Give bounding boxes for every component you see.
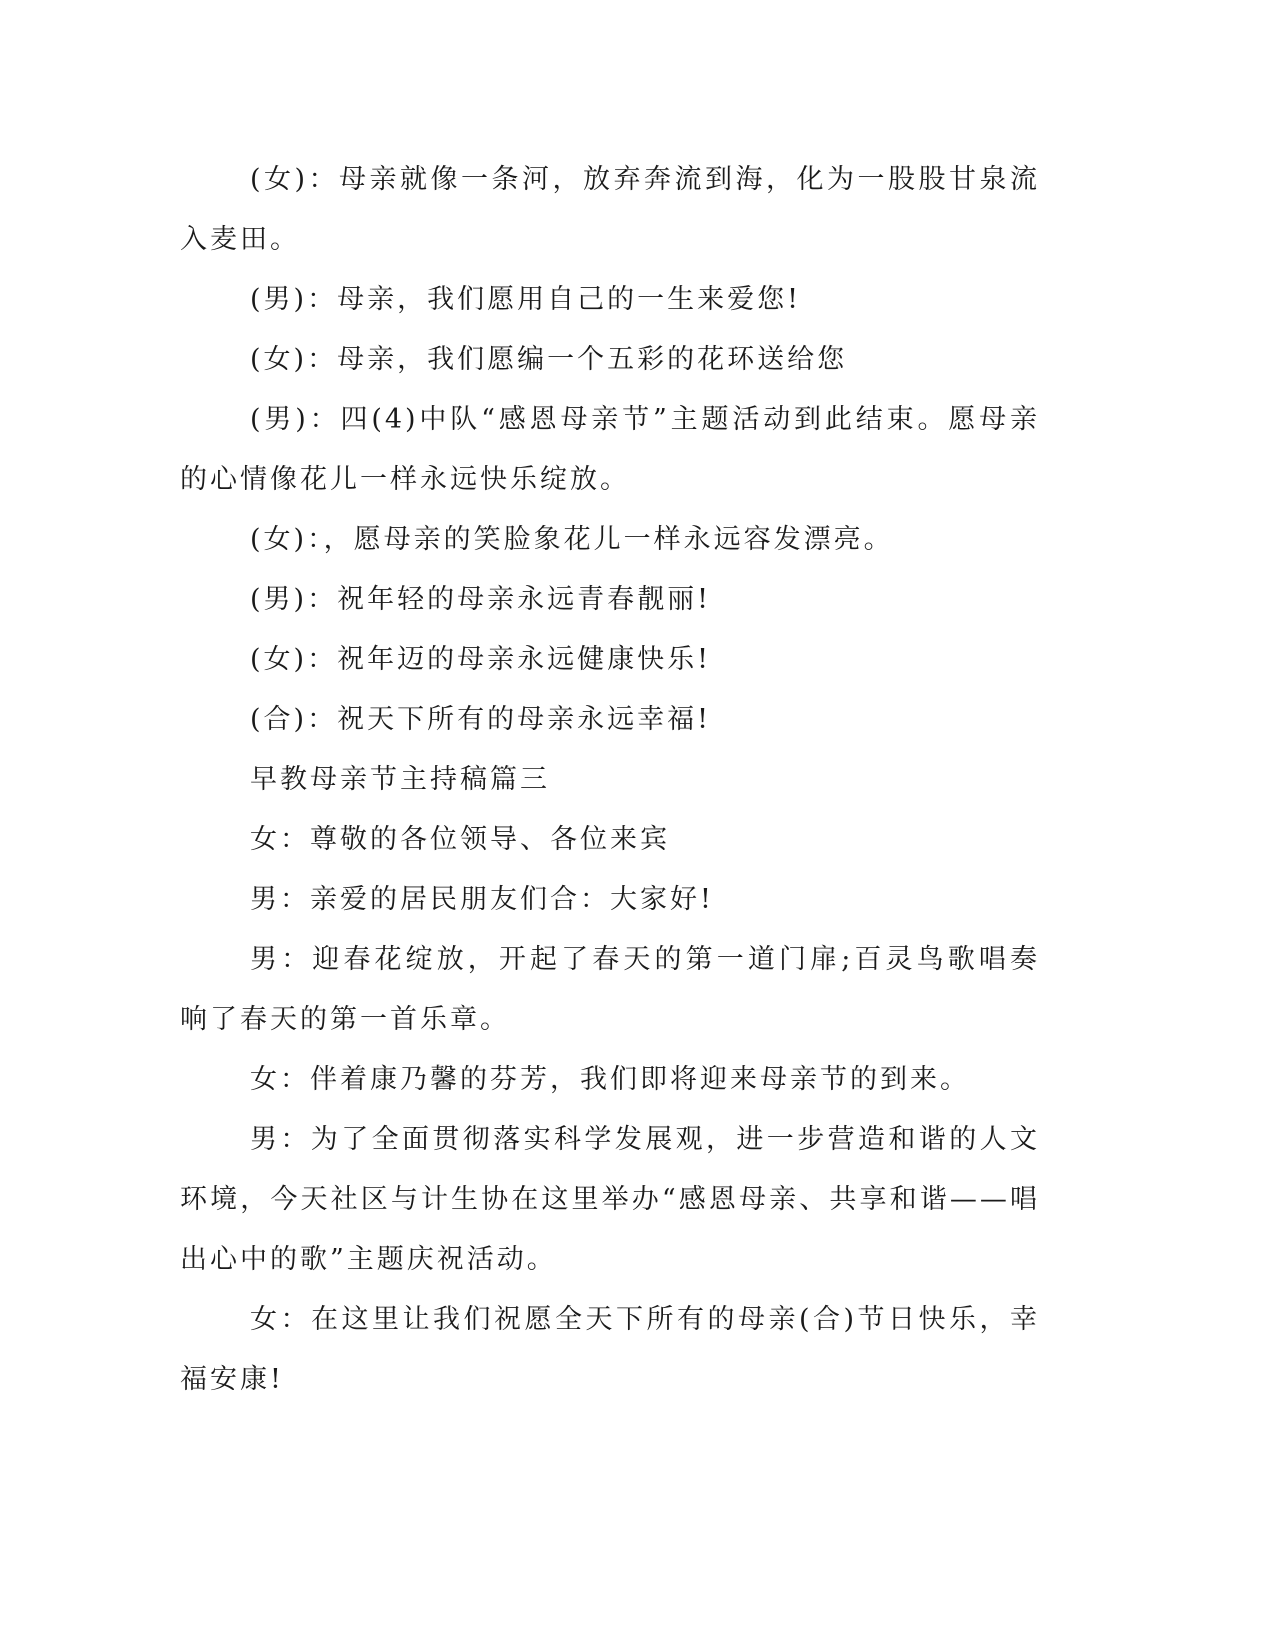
document-body <box>180 150 1040 1410</box>
paragraph: 女：尊敬的各位领导、各位来宾 <box>250 824 670 855</box>
section-heading: 早教母亲节主持稿篇三 <box>250 764 550 795</box>
paragraph: (男)：四(4)中队“感恩母亲节”主题活动到此结束。愿母亲的心情像花儿一样永远快乐绽放。 <box>180 404 1040 495</box>
paragraph: (女)：祝年迈的母亲永远健康快乐! <box>250 644 711 675</box>
paragraph: 女：伴着康乃馨的芬芳，我们即将迎来母亲节的到来。 <box>250 1064 970 1095</box>
paragraph: 女：在这里让我们祝愿全天下所有的母亲(合)节日快乐，幸福安康! <box>180 1304 1040 1395</box>
paragraph: (女)：母亲，我们愿编一个五彩的花环送给您 <box>250 344 848 375</box>
paragraph: 男：为了全面贯彻落实科学发展观，进一步营造和谐的人文环境，今天社区与计生协在这里举办“感恩母亲、共享和谐——唱出心中的歌”主题庆祝活动。 <box>180 1124 1040 1275</box>
paragraph: (男)：祝年轻的母亲永远青春靓丽! <box>250 584 711 615</box>
paragraph: (男)：母亲，我们愿用自己的一生来爱您! <box>250 284 801 315</box>
paragraph: 男：迎春花绽放，开起了春天的第一道门扉;百灵鸟歌唱奏响了春天的第一首乐章。 <box>180 944 1040 1035</box>
paragraph: (女)：母亲就像一条河，放弃奔流到海，化为一股股甘泉流入麦田。 <box>180 164 1040 255</box>
paragraph: 男：亲爱的居民朋友们合：大家好! <box>250 884 714 915</box>
paragraph: (女)：，愿母亲的笑脸象花儿一样永远容发漂亮。 <box>250 524 894 555</box>
paragraph: (合)：祝天下所有的母亲永远幸福! <box>250 704 711 735</box>
